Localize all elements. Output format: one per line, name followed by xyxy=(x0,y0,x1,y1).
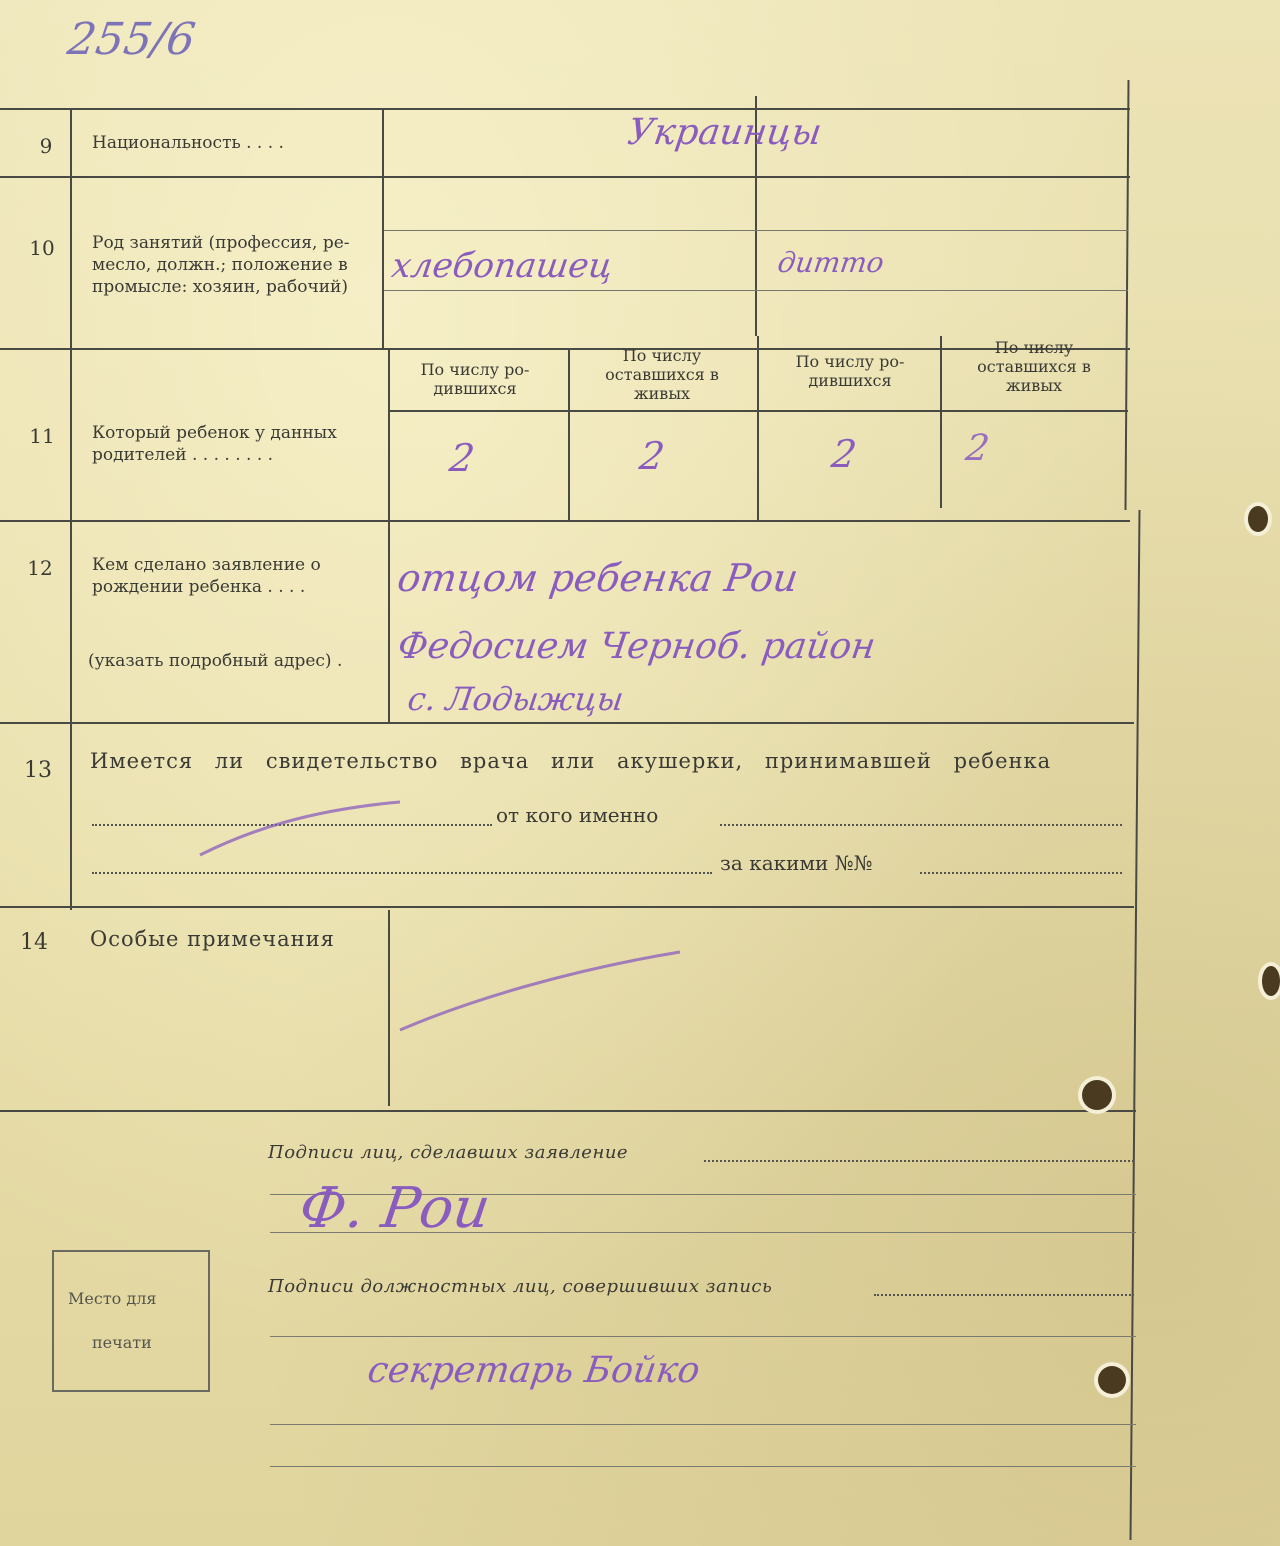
r10-father-occupation: хлебопашец xyxy=(389,246,616,286)
row-number-9: 9 xyxy=(39,134,53,158)
number-col-rule xyxy=(70,110,72,910)
r10-inner-2 xyxy=(384,290,1128,291)
r11-value-1: 2 xyxy=(446,436,478,480)
label-col-rule xyxy=(382,108,384,348)
r12-applicant-line-2: Федосием Черноб. район xyxy=(395,626,879,667)
row-sep-9 xyxy=(0,176,1130,178)
sig-rule-3 xyxy=(270,1336,1136,1337)
label-col-rule-2 xyxy=(388,348,390,722)
sig-dotted-1 xyxy=(704,1160,1134,1162)
r11-header-3: По числу ро-дившихся xyxy=(795,352,905,390)
binding-hole-1 xyxy=(1082,1080,1112,1110)
row-sep-13 xyxy=(0,906,1134,908)
r12-applicant-line-3: с. Лодыжцы xyxy=(405,680,627,718)
stamp-place-line-1: Место для xyxy=(68,1289,157,1308)
r14-label: Особые примечания xyxy=(90,927,335,951)
r12-label-2: рождении ребенка . . . . xyxy=(92,577,306,597)
row-number-11: 11 xyxy=(29,424,55,448)
r12-label-1: Кем сделано заявление о xyxy=(92,555,321,575)
r10-inner-1 xyxy=(384,230,1128,231)
row-number-13: 13 xyxy=(24,758,52,783)
r13-from-whom: от кого именно xyxy=(496,803,659,827)
binding-hole-2 xyxy=(1098,1366,1126,1394)
r11-header-rule xyxy=(390,410,1128,412)
sig-dotted-2 xyxy=(874,1294,1134,1296)
r11-header-1: По числу ро-дившихся xyxy=(420,360,530,398)
r13-question: Имеется ли свидетельство врача или акушерки, принимавшей ребенка xyxy=(90,749,1052,773)
r13-dotted-2 xyxy=(720,824,1122,826)
row-number-14: 14 xyxy=(20,930,48,955)
r11-value-4: 2 xyxy=(963,428,992,469)
official-signature: секретарь Бойко xyxy=(365,1350,703,1391)
row-sep-12 xyxy=(0,722,1134,724)
stamp-place-box xyxy=(52,1250,210,1392)
r12-address-label: (указать подробный адрес) . xyxy=(88,651,343,671)
r11-label-1: Который ребенок у данных xyxy=(92,423,337,443)
r13-dotted-4 xyxy=(920,872,1122,874)
stamp-place-line-2: печати xyxy=(92,1333,152,1352)
row-sep-11 xyxy=(0,520,1130,522)
r13-dotted-3 xyxy=(92,872,712,874)
row-number-12: 12 xyxy=(27,556,53,580)
r10-label-2: месло, должн.; положение в xyxy=(92,255,348,275)
archive-number: 255/6 xyxy=(64,14,199,65)
r10-label-3: промысле: хозяин, рабочий) xyxy=(92,277,349,297)
applicant-signature: Ф. Рои xyxy=(295,1176,495,1241)
right-border xyxy=(1124,80,1129,510)
sig-rule-5 xyxy=(270,1466,1136,1467)
r9-nationality-value: Украинцы xyxy=(625,112,825,153)
r14-dash-mark xyxy=(390,940,690,1040)
r11-col-3 xyxy=(940,336,942,508)
row-number-10: 10 xyxy=(29,236,55,260)
right-border-lower xyxy=(1130,510,1141,1540)
r13-numbers: за какими №№ xyxy=(720,851,873,875)
r12-applicant-line-1: отцом ребенка Рои xyxy=(394,556,801,600)
sig-rule-4 xyxy=(270,1424,1136,1425)
r10-label-1: Род занятий (профессия, ре- xyxy=(92,233,350,253)
r11-value-2: 2 xyxy=(636,434,668,478)
r9-label: Национальность . . . . xyxy=(92,133,284,153)
r11-col-1 xyxy=(568,348,570,520)
applicants-signature-label: Подписи лиц, сделавших заявление xyxy=(268,1142,629,1163)
r13-dash-mark xyxy=(190,790,410,870)
r11-header-2: По числу оставшихся в живых xyxy=(605,346,719,403)
row-sep-14 xyxy=(0,1110,1136,1112)
r11-value-3: 2 xyxy=(828,432,860,476)
r11-header-4: По числу оставшихся в живых xyxy=(977,338,1091,395)
binding-hole-3 xyxy=(1248,506,1268,532)
binding-hole-4 xyxy=(1262,966,1280,996)
top-rule xyxy=(0,108,1130,110)
officials-signature-label: Подписи должностных лиц, совершивших запись xyxy=(268,1276,773,1297)
r11-col-2 xyxy=(757,336,759,520)
r10-mother-occupation: дитто xyxy=(775,246,887,279)
r11-label-2: родителей . . . . . . . . xyxy=(92,445,274,465)
